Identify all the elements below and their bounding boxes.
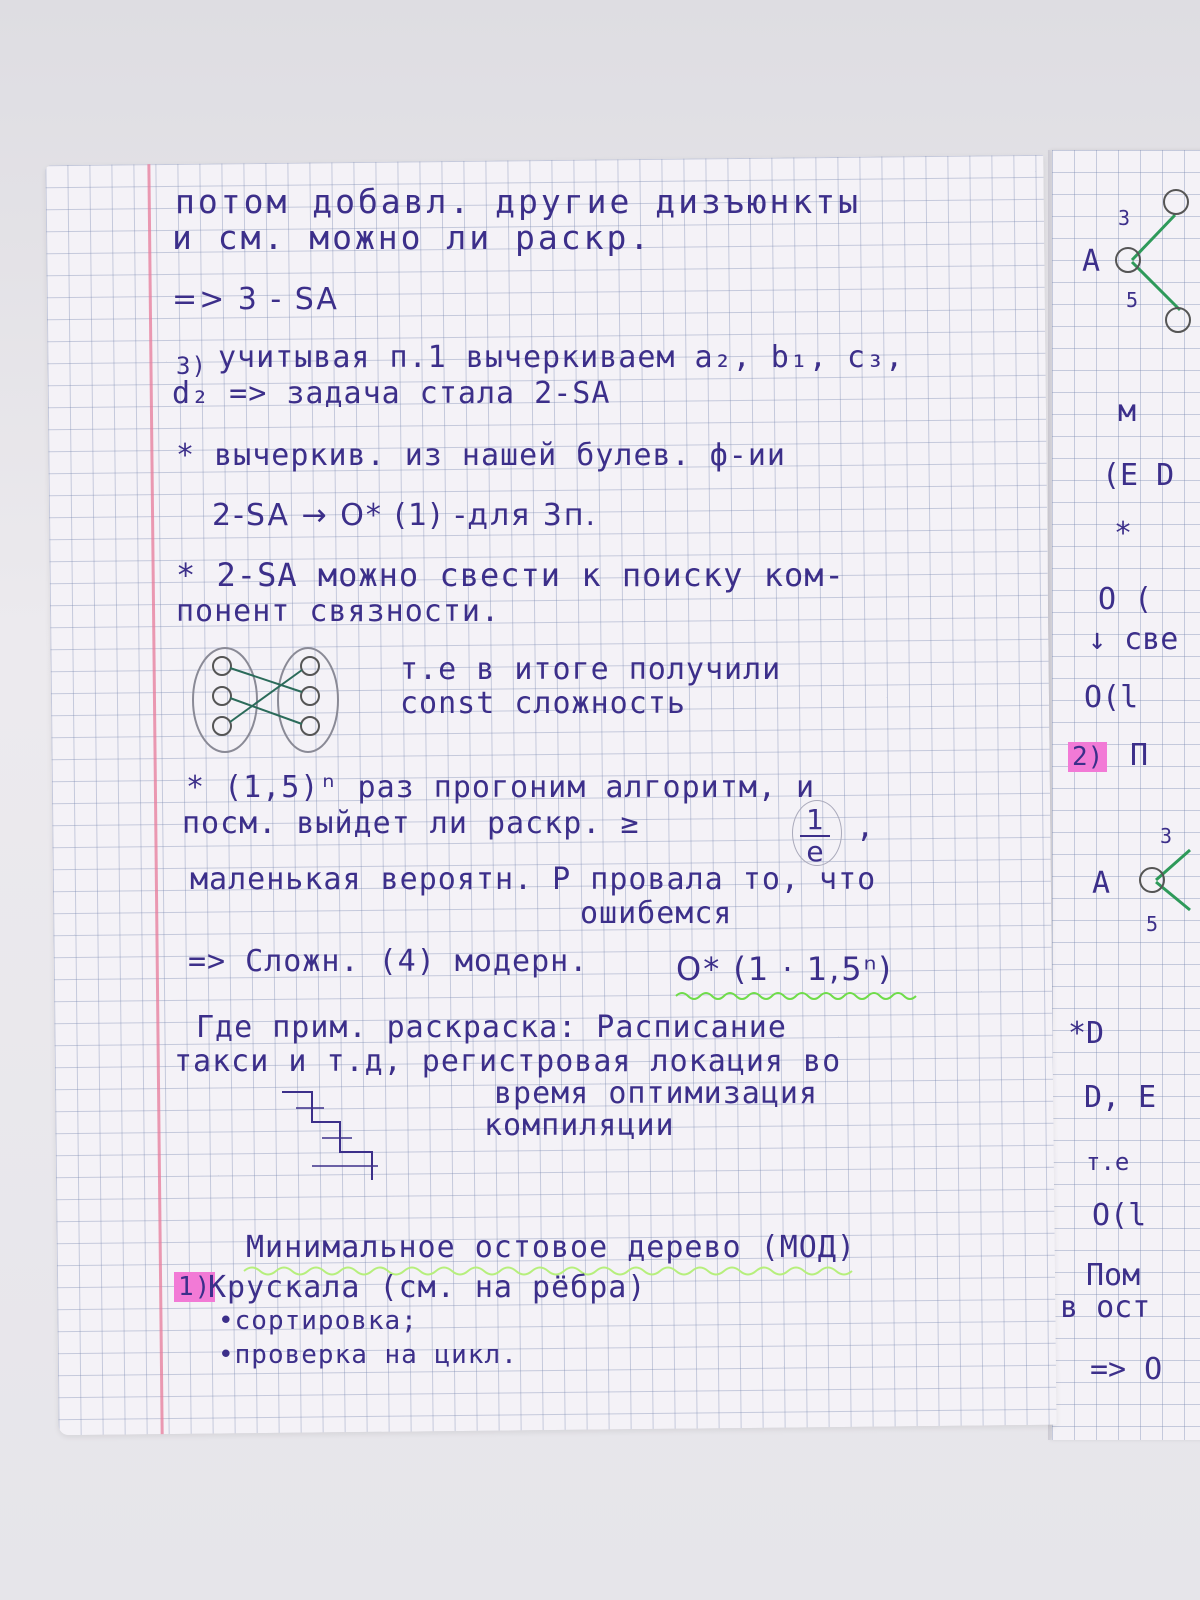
rp-text-ed: (E D (1102, 458, 1175, 493)
rp-o4: => O (1090, 1352, 1163, 1387)
line-15: ошибемся (580, 896, 733, 931)
line-14: маленькая вероятн. P провала то, что (190, 862, 877, 897)
line-24: •проверка на цикл. (218, 1340, 518, 1370)
line-17: Где прим. раскраска: Расписание (196, 1010, 787, 1045)
rp-weight-3b: 3 (1160, 824, 1173, 848)
section-heading: Минимальное остовое дерево (МОД) (246, 1230, 856, 1265)
line-11: const сложность (400, 686, 686, 721)
line-3: => 3 - SA (172, 282, 339, 317)
rp-item-2-number: 2) (1068, 742, 1107, 772)
line-23: •сортировка; (218, 1306, 418, 1336)
right-graph-top (1080, 180, 1200, 380)
fraction-numerator: 1 (806, 803, 824, 836)
rp-weight-3: 3 (1118, 206, 1131, 230)
line-7: 2-SA → O* (1) -для 3п. (212, 498, 597, 533)
line-9: понент связности. (176, 594, 501, 629)
line-1: потом добавл. другие дизъюнкты (175, 182, 862, 221)
rp-o1: O ( (1098, 582, 1153, 617)
rp-vost: в ост (1060, 1290, 1151, 1325)
line-16: => Сложн. (4) модерн. (188, 944, 589, 979)
line-2: и см. можно ли раскр. (172, 218, 653, 257)
rp-o2: O(l (1084, 680, 1139, 715)
register-staircase-sketch (282, 1088, 392, 1188)
fraction-denominator: e (806, 835, 824, 868)
line-10: т.е в итоге получили (400, 652, 782, 687)
fraction-one-over-e (800, 803, 830, 868)
rp-node-a2: A (1092, 866, 1111, 901)
line-4: учитывая п.1 вычеркиваем a₂, b₁, c₃, (218, 340, 905, 375)
line-6: * вычеркив. из нашей булев. ф-ии (176, 438, 786, 473)
rp-star-d: *D (1068, 1016, 1105, 1051)
margin-line (147, 164, 163, 1434)
rp-arrow: ↓ све (1088, 622, 1179, 657)
complexity-formula: O* (1 · 1,5ⁿ) (676, 950, 893, 988)
line-8: * 2-SA можно свести к поиску ком- (176, 556, 845, 594)
rp-item-2: П (1130, 738, 1149, 773)
item-1-number: 1) (174, 1272, 215, 1302)
rp-weight-5b: 5 (1146, 912, 1159, 936)
item-3-number: 3) (176, 352, 207, 380)
line-13: посм. выйдет ли раскр. ≥ (182, 806, 640, 841)
line-19: время оптимизация (494, 1076, 819, 1111)
rp-de: D, E (1084, 1080, 1157, 1115)
rp-weight-5: 5 (1126, 288, 1139, 312)
rp-o3: O(l (1092, 1198, 1147, 1233)
formula-underline (676, 990, 916, 1000)
rp-node-a: A (1082, 244, 1101, 279)
line-22: Крускала (см. на рёбра) (208, 1270, 647, 1305)
rp-text-m: м (1118, 394, 1137, 429)
line-5: d₂ => задача стала 2-SA (172, 376, 611, 411)
bipartite-graph-sketch (190, 642, 350, 762)
rp-pom: Пом (1086, 1258, 1141, 1293)
line-13-tail: , (856, 810, 876, 845)
line-12: * (1,5)ⁿ раз прогоним алгоритм, и (186, 770, 816, 805)
line-20: компиляции (484, 1108, 675, 1143)
line-18: такси и т.д, регистровая локация во (174, 1044, 842, 1079)
rp-star: * (1114, 516, 1133, 551)
rp-te: т.е (1086, 1148, 1130, 1176)
